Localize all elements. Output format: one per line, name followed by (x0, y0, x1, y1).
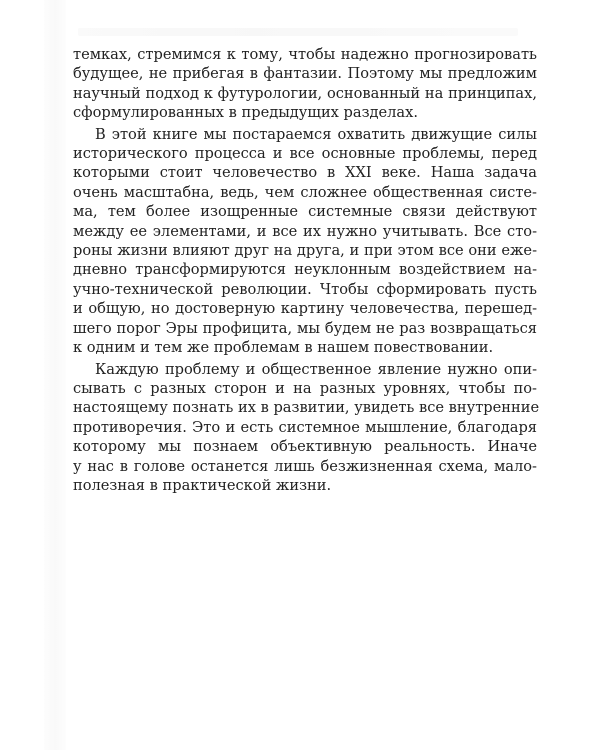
text-line: В этой книге мы постараемся охватить движущие силы (95, 125, 537, 143)
text-line: Каждую проблему и общественное явление нужно опи- (95, 360, 537, 378)
text-line: настоящему познать их в развитии, увидеть все внутренние (73, 399, 540, 417)
text-line: между ее элементами, и все их нужно учитывать. Все сто- (73, 222, 537, 240)
text-line: научный подход к футурологии, основанный на принципах, (73, 84, 537, 102)
text-line: исторического процесса и все основные проблемы, перед (73, 145, 537, 163)
text-line: полезная в практической жизни. (73, 476, 332, 494)
paragraph-3 (73, 360, 540, 496)
text-line: ма, тем более изощренные системные связи действуют (73, 203, 537, 221)
text-line: сывать с разных сторон и на разных уровнях, чтобы по- (73, 379, 537, 397)
text-line: темках, стремимся к тому, чтобы надежно прогнозировать (73, 46, 537, 63)
text-line: учно-технической революции. Чтобы сформировать пусть (73, 280, 537, 298)
page-gutter-shadow (44, 0, 66, 750)
text-line: и общую, но достоверную картину человечества, перешед- (73, 300, 537, 318)
text-line: которому мы познаем объективную реальность. Иначе (73, 438, 537, 456)
text-line: у нас в голове останется лишь безжизненная схема, мало- (73, 457, 537, 475)
text-line: которыми стоит человечество в XXI веке. Наша задача (73, 164, 537, 182)
text-line: будущее, не прибегая в фантазии. Поэтому мы предложим (73, 65, 537, 83)
body-text (73, 45, 540, 495)
text-line: дневно трансформируются неуклонным воздействием на- (73, 261, 537, 279)
text-line: шего порог Эры профицита, мы будем не раз возвращаться (73, 319, 537, 337)
text-line: сформулированных в предыдущих разделах. (73, 104, 419, 122)
text-line: очень масштабна, ведь, чем сложнее общественная систе- (73, 183, 537, 201)
faded-header-line (78, 28, 518, 36)
text-line: роны жизни влияют друг на друга, и при этом все они еже- (73, 242, 537, 260)
paragraph-1 (73, 45, 537, 123)
text-line: к одним и тем же проблемам в нашем повествовании. (73, 339, 494, 357)
paragraph-2 (73, 125, 537, 358)
text-line: противоречия. Это и есть системное мышление, благодаря (73, 418, 537, 436)
